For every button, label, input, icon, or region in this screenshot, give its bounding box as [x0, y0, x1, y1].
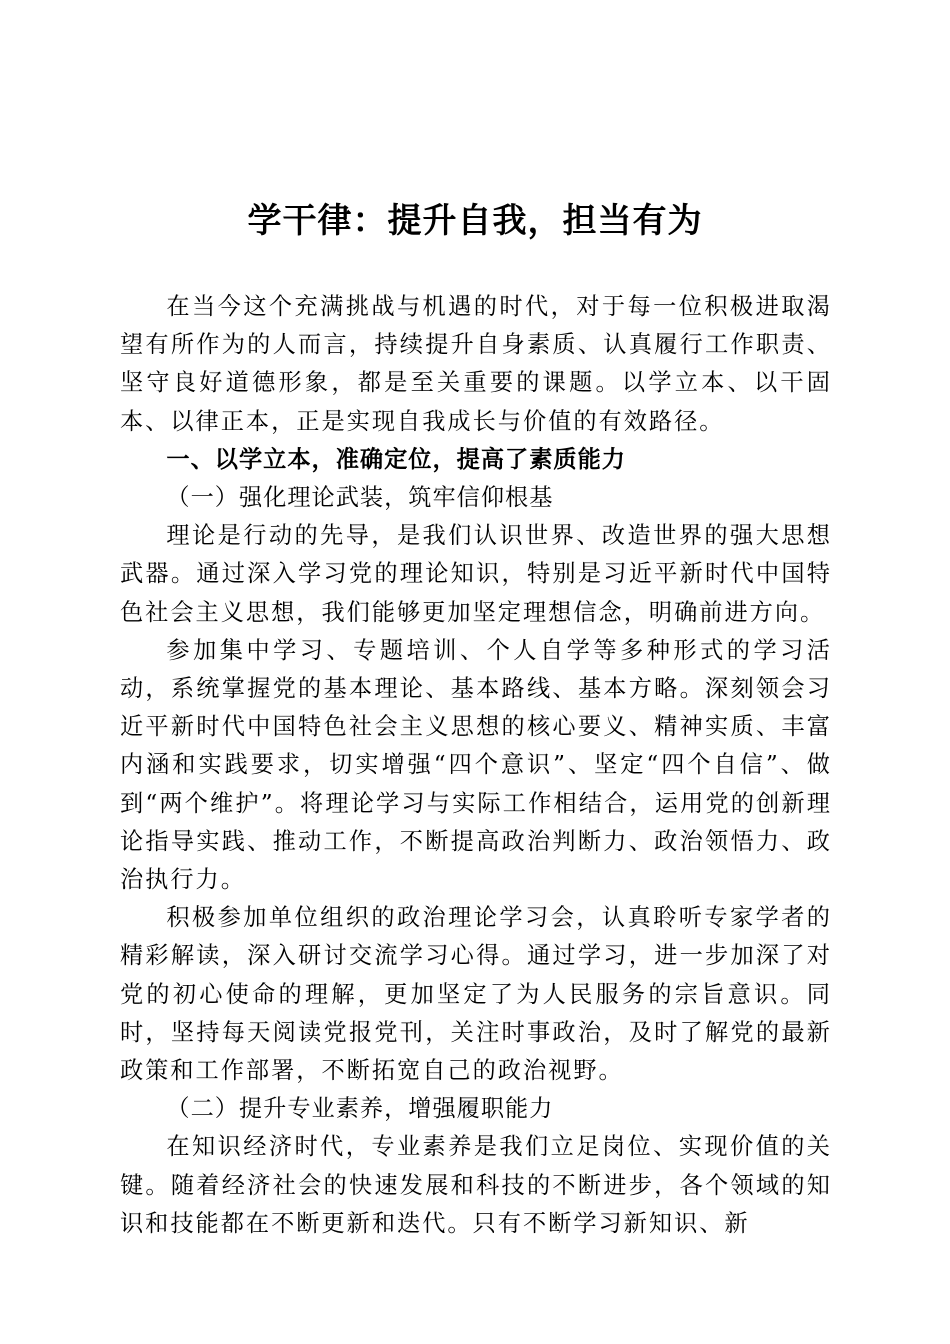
intro-paragraph: 在当今这个充满挑战与机遇的时代，对于每一位积极进取渴望有所作为的人而言，持续提升自身素质、认真履行工作职责、坚守良好道德形象，都是至关重要的课题。以学立本、以干固本、以律正本，正是实现自我成长与价值的有效路径。	[120, 293, 832, 435]
section-heading-1: 一、以学立本，准确定位，提高了素质能力	[166, 445, 626, 473]
body-paragraph: 在知识经济时代，专业素养是我们立足岗位、实现价值的关键。随着经济社会的快速发展和科技的不断进步，各个领域的知识和技能都在不断更新和迭代。只有不断学习新知识、新	[120, 1133, 832, 1237]
body-paragraph: 理论是行动的先导，是我们认识世界、改造世界的强大思想武器。通过深入学习党的理论知识，特别是习近平新时代中国特色社会主义思想，我们能够更加坚定理想信念，明确前进方向。	[120, 522, 832, 626]
document-title: 学干律：提升自我，担当有为	[247, 201, 703, 241]
body-paragraph: 积极参加单位组织的政治理论学习会，认真聆听专家学者的精彩解读，深入研讨交流学习心得。通过学习，进一步加深了对党的初心使命的理解，更加坚定了为人民服务的宗旨意识。同时，坚持每天阅读党报党刊，关注时事政治，及时了解党的最新政策和工作部署，不断拓宽自己的政治视野。	[120, 904, 832, 1085]
body-paragraph: 参加集中学习、专题培训、个人自学等多种形式的学习活动，系统掌握党的基本理论、基本路线、基本方略。深刻领会习近平新时代中国特色社会主义思想的核心要义、精神实质、丰富内涵和实践要求，切实增强“四个意识”、坚定“四个自信”、做到“两个维护”。将理论学习与实际工作相结合，运用党的创新理论指导实践、推动工作，不断提高政治判断力、政治领悟力、政治执行力。	[120, 636, 832, 894]
document-body	[120, 288, 832, 1243]
subsection-heading-1: （一）强化理论武装，筑牢信仰根基	[166, 484, 554, 512]
subsection-heading-2: （二）提升专业素养，增强履职能力	[166, 1095, 554, 1123]
